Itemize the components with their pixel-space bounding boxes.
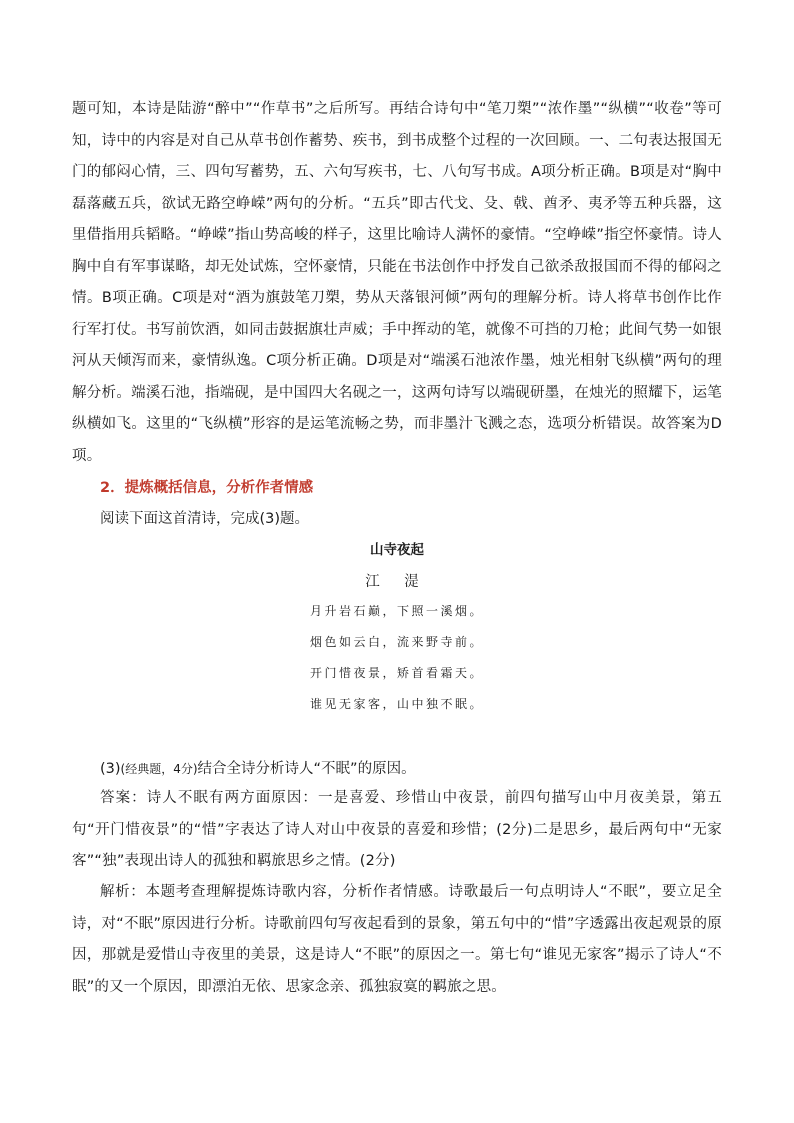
- poem-author: 江 湜: [365, 574, 429, 590]
- answer-paragraph: 答案：诗人不眠有两方面原因：一是喜爱、珍惜山中夜景，前四句描写山中月夜美景，第五句“开门惜夜景”的“惜”字表达了诗人对山中夜景的喜爱和珍惜；(2分)二是思乡，最后两句中“无家客”“独”表现出诗人的孤独和羁旅思乡之情。(2分): [72, 790, 722, 869]
- question-tag: (经典题，4分): [120, 762, 198, 776]
- instruction-text: 阅读下面这首清诗，完成(3)题。: [100, 511, 310, 527]
- poem-line: 谁见无家客，山中独不眠。: [309, 697, 484, 711]
- explanation-paragraph: 解析：本题考查理解提炼诗歌内容，分析作者情感。诗歌最后一句点明诗人“不眠”，要立足全诗，对“不眠”原因进行分析。诗歌前四句写夜起看到的景象，第五句中的“惜”字透露出夜起观景的原因，那就是爱惜山寺夜里的美景，这是诗人“不眠”的原因之一。第七句“谁见无家客”揭示了诗人“不眠”的又一个原因，即漂泊无依、思家念亲、孤独寂寞的羁旅之思。: [72, 884, 722, 995]
- poem-line: 开门惜夜景，矫首看霜天。: [309, 666, 484, 680]
- question-number: (3): [100, 761, 121, 777]
- question-line: [100, 757, 416, 778]
- analysis-paragraph: 题可知，本诗是陆游“醉中”“作草书”之后所写。再结合诗句中“笔刀槊”“浓作墨”“纵横”“收卷”等可知，诗中的内容是对自己从草书创作蓄势、疾书，到书成整个过程的一次回顾。一、二句表达报国无门的郁闷心情，三、四句写蓄势，五、六句写疾书，七、八句写书成。A项分析正确。B项是对“胸中磊落藏五兵，欲试无路空峥嵘”两句的分析。“五兵”即古代戈、殳、戟、酋矛、夷矛等五种兵器，这里借指用兵韬略。“峥嵘”指山势高峻的样子，这里比喻诗人满怀的豪情。“空峥嵘”指空怀豪情。诗人胸中自有军事谋略，却无处试炼，空怀豪情，只能在书法创作中抒发自己欲杀敌报国而不得的郁闷之情。B项正确。C项是对“酒为旗鼓笔刀槊，势从天落银河倾”两句的理解分析。诗人将草书创作比作行军打仗。书写前饮酒，如同击鼓据旗壮声威；手中挥动的笔，就像不可挡的刀枪；此间气势一如银河从天倾泻而来，豪情纵逸。C项分析正确。D项是对“端溪石池浓作墨，烛光相射飞纵横”两句的理解分析。端溪石池，指端砚，是中国四大名砚之一，这两句诗写以端砚研墨，在烛光的照耀下，运笔纵横如飞。这里的“飞纵横”形容的是运笔流畅之势，而非墨汁飞溅之态，选项分析错误。故答案为D项。: [72, 101, 722, 464]
- poem-line: 烟色如云白，流来野寺前。: [309, 635, 484, 649]
- question-text: 结合全诗分析诗人“不眠”的原因。: [197, 761, 416, 777]
- poem-title: 山寺夜起: [370, 542, 424, 558]
- section-heading: 2．提炼概括信息，分析作者情感: [100, 480, 314, 496]
- poem-line: 月升岩石巅，下照一溪烟。: [309, 604, 484, 618]
